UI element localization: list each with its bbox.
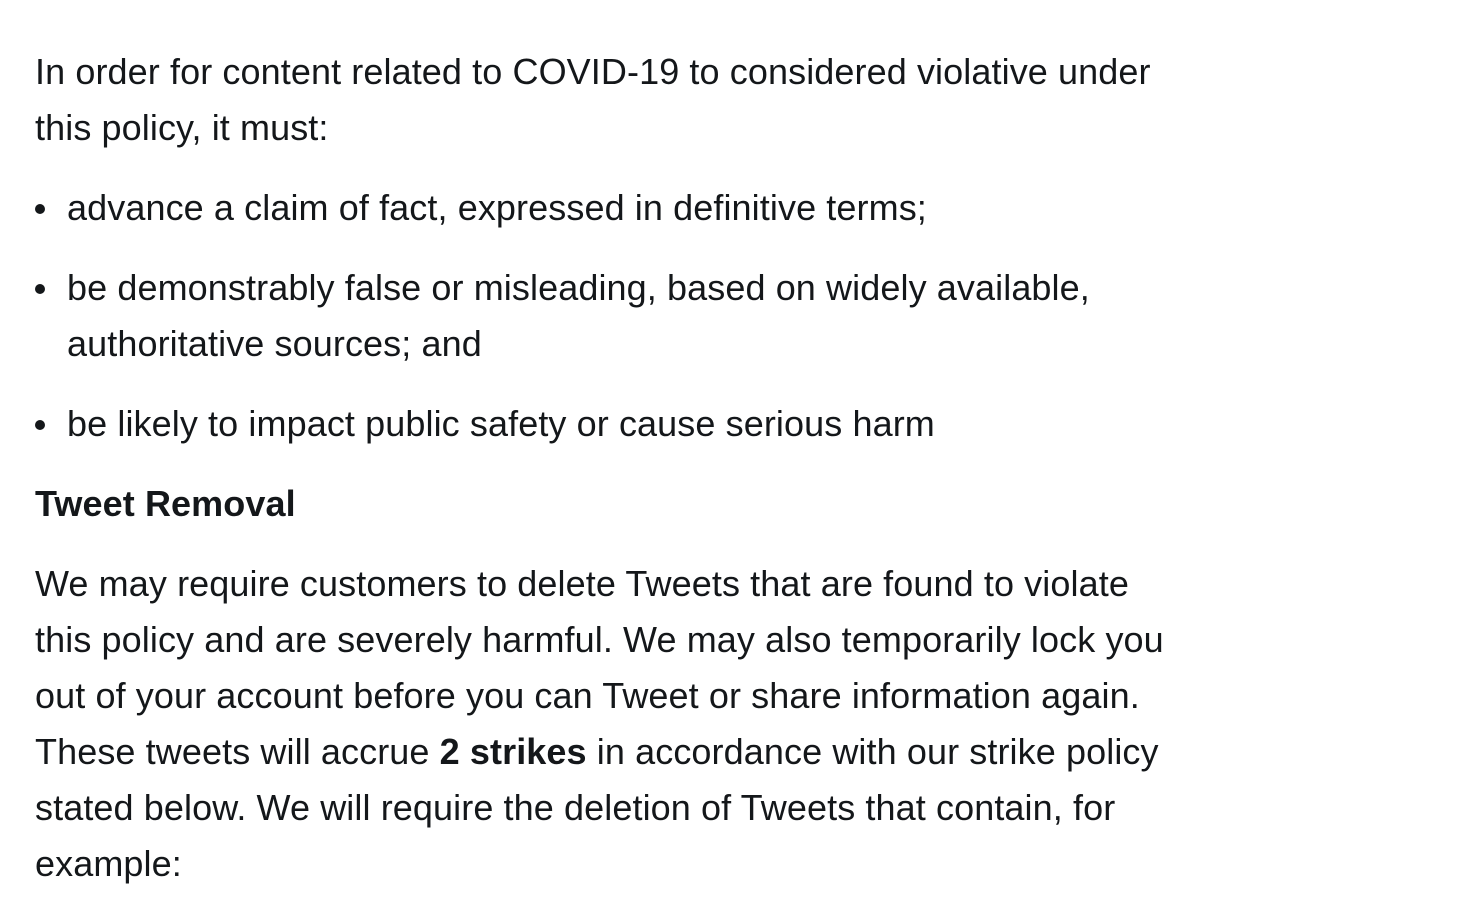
bullet-icon bbox=[35, 204, 45, 214]
policy-document bbox=[35, 44, 1195, 892]
body-text: We may require customers to delete Tweets that are found to violate this policy and are severely harmful. We may also temporarily lock you out of your account before you can Tweet or share information again. These tweets will accrue bbox=[35, 563, 1164, 772]
body-text: in accordance with our strike policy stated below. We will require the deletion of Tweets that contain, for example: bbox=[35, 731, 1159, 884]
intro-paragraph: In order for content related to COVID-19 to considered violative under this policy, it must: bbox=[35, 51, 1151, 148]
bullet-icon bbox=[35, 420, 45, 430]
list-item-text: be demonstrably false or misleading, based on widely available, authoritative sources; and bbox=[67, 267, 1090, 364]
criteria-list bbox=[35, 180, 1195, 452]
list-item bbox=[35, 180, 1195, 236]
section-body bbox=[35, 556, 1195, 892]
list-item bbox=[35, 396, 1195, 452]
list-item bbox=[35, 260, 1195, 372]
bullet-icon bbox=[35, 284, 45, 294]
strike-count-text: 2 strikes bbox=[439, 731, 587, 772]
list-item-text: advance a claim of fact, expressed in definitive terms; bbox=[67, 187, 927, 228]
list-item-text: be likely to impact public safety or cause serious harm bbox=[67, 403, 935, 444]
section-heading: Tweet Removal bbox=[35, 483, 296, 524]
